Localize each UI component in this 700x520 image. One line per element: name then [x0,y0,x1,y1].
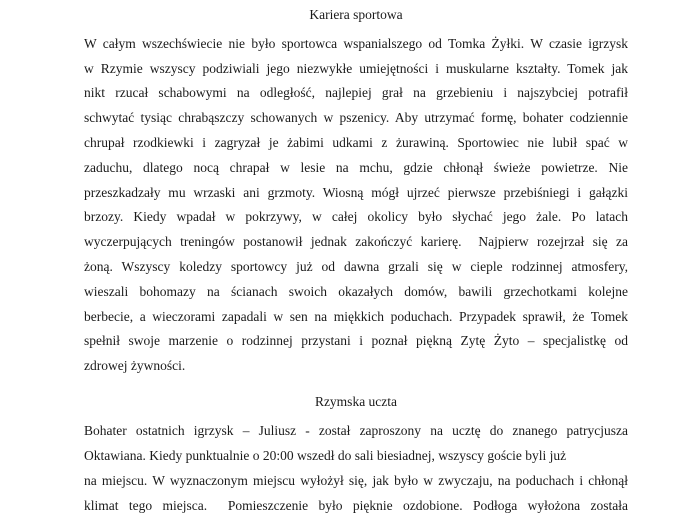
paragraph-rzymska [84,419,628,518]
text-line: brzozy. Kiedy wpadał w pokrzywy, w całej okolicy było słychać jego żale. Po latach [84,209,628,225]
text-line: chrupał rzodkiewki i zagryzał je żabimi udkami z żurawiną. Sportowiec nie lubił spać w [84,134,628,150]
section-heading-rzymska: Rzymska uczta [314,393,398,409]
section-heading-kariera: Kariera sportowa [309,7,403,22]
text-line: na miejscu. W wyznaczonym miejscu wyłożył się, jak było w zwyczaju, na poduchach i chłonął [84,472,628,488]
text-line: berbecie, a wieczorami zapadali w sen na miękkich poduchach. Przypadek sprawił, że Tomek [84,308,628,324]
text-line: zdrowej żywności. [84,358,186,374]
text-line: schwytać tysiąc chrabąszczy schowanych w pszenicy. Aby utrzymać formę, bohater codziennie [84,110,628,126]
text-line: nikt rzucał schabowymi na odległość, najlepiej grał na grzebieniu i najszybciej potrafił [84,85,628,101]
text-line: W całym wszechświecie nie było sportowca wspanialszego od Tomka Żyłki. W czasie igrzysk [84,35,628,51]
text-line: Bohater ostatnich igrzysk – Juliusz - został zaproszony na ucztę do znanego patrycjusza [84,423,628,439]
text-line: przeszkadzały mu wrzaski ani grzmoty. Wiosną mógł ujrzeć pierwsze przebiśniegi i gałązki [84,184,628,200]
text-line: spełnił swoje marzenie o rodzinnej przystani i poznał piękną Zytę Żyto – specjalistkę od [84,333,628,349]
text-line: żoną. Wszyscy koledzy sportowcy już od dawna grzali się w cieple rodzinnej atmosfery, [84,258,628,274]
text-line: Oktawiana. Kiedy punktualnie o 20:00 wszedł do sali biesiadnej, wszyscy goście byli już [84,448,567,464]
text-line: w Rzymie wszyscy podziwiali jego niezwykłe umiejętności i muskularne kształty. Tomek jak [84,60,628,76]
text-line: wieszali bohomazy na ścianach swoich okazałych domów, bawili grzechotkami kolejne [84,283,628,299]
text-line: wyczerpujących treningów postanowił jednak zakończyć karierę. Najpierw rozejrzał się za [84,234,628,250]
text-line: zaduchu, dlatego nocą chrapał w lesie na mchu, gdzie chłonął świeże powietrze. Nie [84,159,628,175]
text-line: klimat tego miejsca. Pomieszczenie było pięknie ozdobione. Podłoga wyłożona została [84,497,628,513]
paragraph-kariera [84,32,628,379]
